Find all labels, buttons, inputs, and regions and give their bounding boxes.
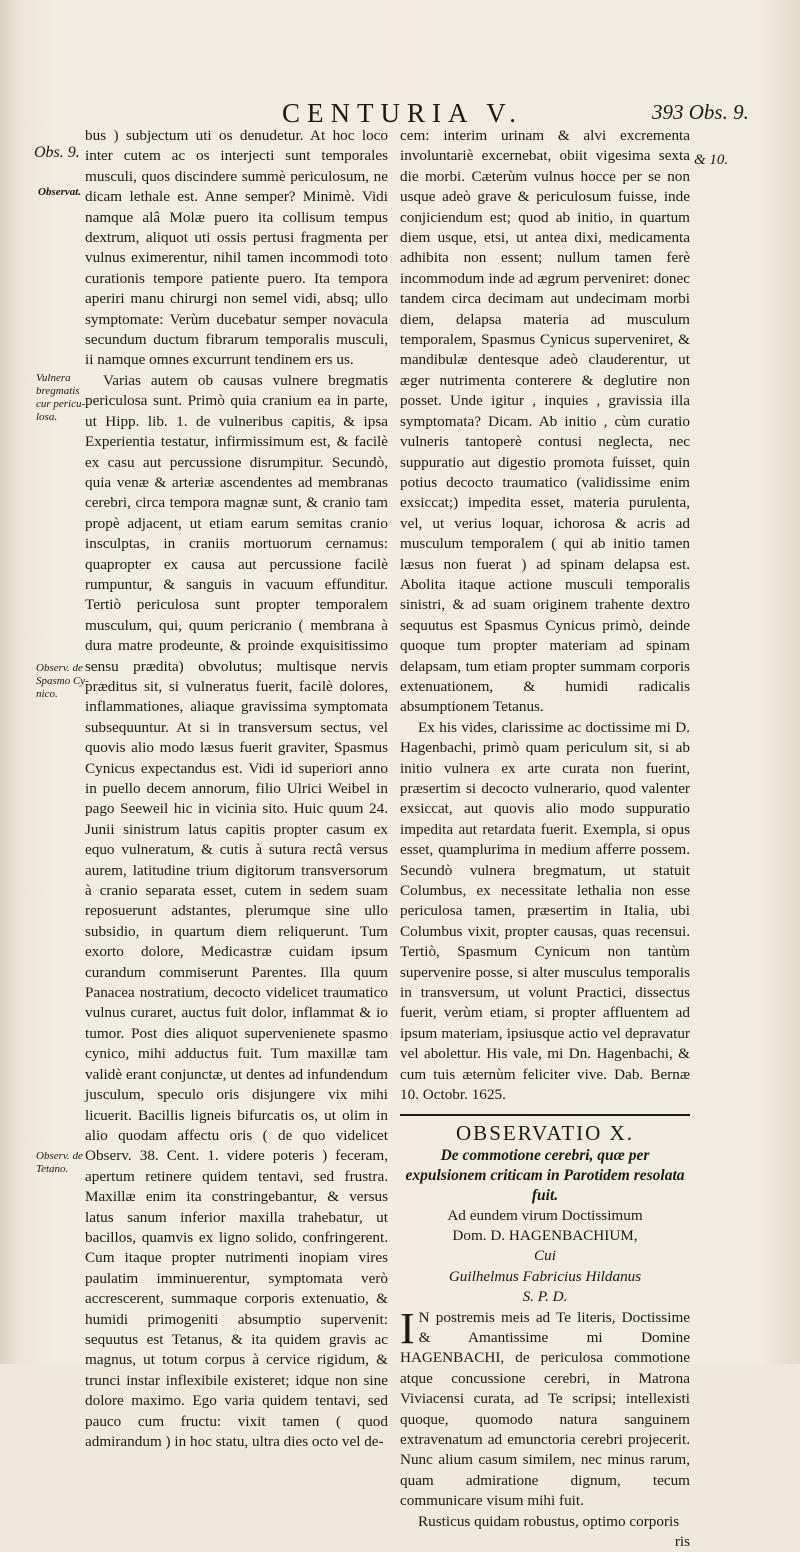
- observation-subtitle: De commotione cerebri, quæ per expulsionem criticam in Parotidem resolata fuit.: [405, 1146, 685, 1204]
- margin-note-observat: Observat.: [38, 186, 82, 198]
- margin-note-obs-9: Obs. 9.: [34, 144, 80, 161]
- margin-note-ten: & 10.: [694, 152, 729, 168]
- salutation: S. P. D.: [522, 1288, 568, 1306]
- margin-note-line: Tetano.: [36, 1163, 69, 1175]
- dedication-line-1: Ad eundem virum Doctissimum: [447, 1206, 643, 1224]
- margin-note-line: nico.: [36, 688, 58, 700]
- letter-paragraph: [400, 1303, 690, 1512]
- paragraph: Varias autem ob causas vulnere bregmatis periculosa sunt. Primò quia cranium ea in parte, ut Hipp. lib. 1. de vulneribus capitis, & ipsa Experientia testatur, infirmissimum est, & facilè ex casu aut percussione disrumpitur. Secundò, quia venæ & arteriæ ascendentes ad membranas cerebri, circa tempora magnæ sunt, & cranio tam propè adjacent, ut etiam earum semitas cranio insculptas, in craniis mortuorum cernamus: quapropter ex causa aut percussione facilè rumpuntur, & sanguis in vacuum effunditur. Tertiò periculosa sunt propter temporalem musculum, qui, quum pericranio ( membrana à dura matre prodeunte, & proinde exquisitissimo sensu prædita) obvolutus; multisque nervis præditus sit, si vulneratus fuerit, facilè dolores, inflammationes, aliaque gravissima symptomata subsequuntur. At si in transversum sectus, vel quovis alio modo læsus fuerit graviter, Spasmus Cynicus expectandus est. Vidi id superiori anno in puello decem annorum, filio Ulrici Weibel in pago Seeweil hic in vicinia sito. Huic quum 24. Junii sinistrum latus capitis propter casum ex equo vulneratum, & cutis à sutura rectâ versus aurem, latitudine trium digitorum transversorum à cranio separata esset, cutem in sedem suam reposuerunt adstantes, plerumque sine ullo subsidio, in quartum diem reliquerunt. Tum exorto dolore, Medicastræ cuidam ipsum curandum commiserunt Parentes. Illa quum Panacea nostratium, decocto videlicet traumatico vulnus curaret, auctus fuit dolor, inflammat & io tumor. Post dies aliquot supervenienete spasmo cynico, mihi adductus fuit. Tum maxillæ tam validè erant conjunctæ, ut dentes ad infundendum jusculum, speculo oris disjungere vix mihi licuerit. Bacillis ligneis bifurcatis os, ut olim in alio quodam affectu oris ( de quo videlicet Observ. 38. Cent. 1. videre poteris ) feceram, apertum retinere quidem tentavi, sed frustra. Maxillæ enim ita constringebantur, & versus latus sanum inferior maxilla trahebatur, ut bacillos, quamvis ex ligno solido, confringerent. Cum itaque propter nutrimenti inopiam vires paulatim imminuerentur, symptomata verò accrescerent, summaque corporis extenuatio, & humidi primogeniti absumptio supervenit: sequutus est Tetanus, & ita quidem gravis ac magnus, ut totum corpus à cervice rigidum, & trunci instar inflexibile existeret; idque non sine dolore maximo. Ego varia quidem tentavi, sed pauco cum fructu: vixit tamen ( quod admirandum ) in hoc statu, ultra dies octo vel de-: [85, 371, 388, 1450]
- right-column: [400, 126, 690, 1552]
- margin-note-line: losa.: [36, 411, 58, 423]
- margin-note-line: Observ. de: [36, 662, 83, 674]
- margin-note-line: Spasmo Cy-: [36, 675, 89, 687]
- margin-note-line: Vulnera: [36, 372, 71, 384]
- observation-title: OBSERVATIO X.: [456, 1120, 634, 1145]
- page-header: [0, 98, 800, 128]
- dedication-line-2: Dom. D. HAGENBACHIUM,: [452, 1226, 638, 1244]
- letter-body: N postremis meis ad Te literis, Doctissime & Amantissime mi Domine HAGENBACHI, de periculosa commotione atque concussione cerebri, in Matrona Viviacensi curata, ad Te scripsi; intellexisti quoque, quomodo natura sanguinem extravenatum ad emunctoria cerebri projecerit. Nunc alium casum similem, nec minus rarum, quam admiratione dignum, tecum communicare visum mihi fuit.: [400, 1308, 690, 1510]
- page-number: 393 Obs. 9.: [652, 100, 749, 124]
- section-divider: [400, 1114, 690, 1116]
- dedication-cui: Cui: [534, 1247, 556, 1265]
- paragraph: Ex his vides, clarissime ac doctissime mi D. Hagenbachi, primò quam periculum sit, si ab initio vulnera ex arte curata non fuerint, præsertim si decocto vulnerario, quod valenter exsiccat, aut quovis alio modo suppuratio impedita aut retardata fuerit. Exempla, si opus esset, quamplurima in medium afferre possem. Secundò vulnera bregmatum, ut statuit Columbus, ex necessitate lethalia non esse periculosa tamen, præsertim in Italia, ubi Columbus vixit, propter causas, quas recensui. Tertiò, Spasmum Cynicum non tantùm supervenire posse, si alter musculus temporalis in transversum, ut volunt Practici, dissectus fuerit, verùm etiam, si propter affluentem ad ipsum materiam, ipsiusque actio vel depravatur vel abolettur. His vale, mi Dn. Hagenbachi, & cum tuis æternùm feliciter vive. Dab. Bernæ 10. Octobr. 1625.: [400, 718, 690, 1104]
- author-name: Guilhelmus Fabricius Hildanus: [448, 1267, 642, 1285]
- margin-note-line: cur pericu-: [36, 398, 86, 410]
- drop-initial: I: [400, 1303, 415, 1353]
- margin-note-line: bregmatis: [36, 385, 80, 397]
- paragraph: cem: interim urinam & alvi excrementa involuntariè excernebat, obiit vigesima sexta die morbi. Cæterùm vulnus hocce per se non usque adeò grave & periculosum fuisse, inde conjiciendum est; quod ab initio, in quartum diem usque, etsi, ut antea dixi, medicamenta adhibita non essent; nullum tamen ferè incommodum inde ad ægrum perveniret: donec tandem circa decimam aut undecimam morbi diem, delapsa materia ad musculum temporalem, Spasmus Cynicus superveniret, & mandibulæ dentesque adeò clauderentur, ut æger nutrimenta conterere & deglutire non posset. Unde igitur , inquies , gravissia illa symptomata? Dicam. Ab initio , cùm curatio vulneris tantoperè contusi neglecta, nec suppuratio aut digestio promota fuisset, quin potius decocto traumatico (validissime enim exsiccat;) impedita esset, materia purulenta, vel, ut verius loquar, ichorosa & acris ad musculum temporalem ( qui ab initio tamen læsus non fuerat ) ad spinam delapsa est. Abolita itaque actione musculi temporalis sinistri, & ad suam originem trahente dextro sequutus est Spasmus Cynicus primò, deinde quoque tum propter materiam ad spinam delapsam, tum etiam propter summam corporis extenuationem, & humidi radicalis absumptionem Tetanus.: [400, 127, 690, 716]
- left-column: [85, 126, 388, 1452]
- running-head: CENTURIA V.: [282, 98, 524, 128]
- margin-note-line: Observ. de: [36, 1150, 83, 1162]
- catchword: ris: [674, 1533, 690, 1550]
- paragraph: bus ) subjectum uti os denudetur. At hoc loco inter cutem ac os interjecti sunt temporales musculi, quos discindere summè periculosum, ne dicam lethale est. Anne semper? Minimè. Vidi namque alâ Molæ puero ita collisum tempus dextrum, aliquot uti ossis pertusi fragmenta per vulnus eximerentur, nihil tamen incommodi toto curationis tempore patiente puero. Ita tempora aperiri manu chirurgi non semel vidi, absq; ullo symptomate: Verùm ducebatur semper novacula secundum ductum fibrarum temporalis musculi, ii namque omnes excurrunt tendinem ers us.: [85, 127, 388, 369]
- letter-paragraph-2: Rusticus quidam robustus, optimo corporis: [418, 1512, 680, 1530]
